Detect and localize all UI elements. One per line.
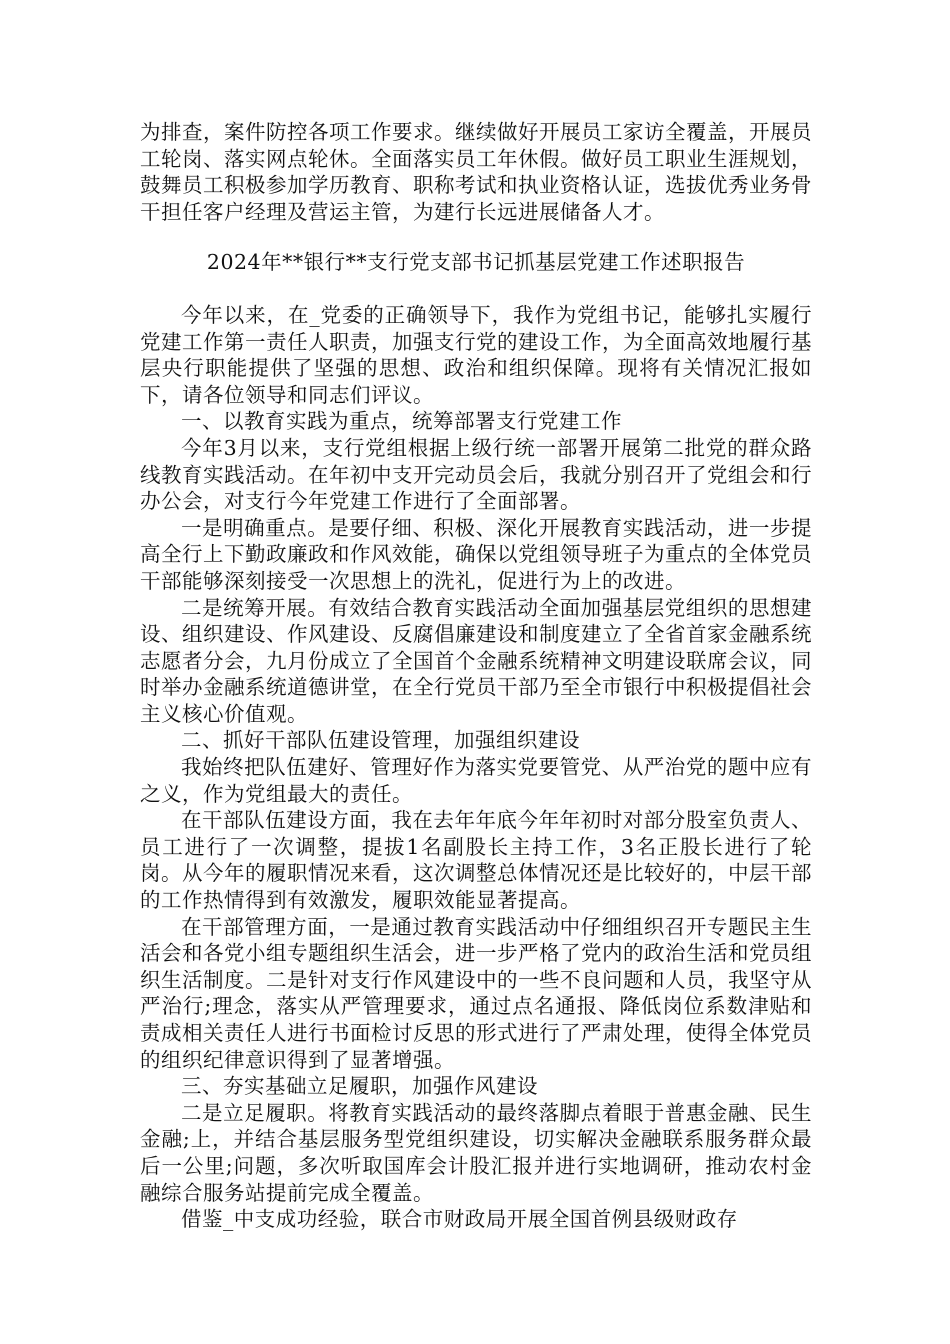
paragraph: 一是明确重点。是要仔细、积极、深化开展教育实践活动，进一步提高全行上下勤政廉政和作风效能，确保以党组领导班子为重点的全体党员干部能够深刻接受一次思想上的洗礼，促进行为上的改进。: [140, 515, 812, 593]
paragraph: 我始终把队伍建好、管理好作为落实党要管党、从严治党的题中应有之义，作为党组最大的责任。: [140, 755, 812, 806]
paragraph: 二是统筹开展。有效结合教育实践活动全面加强基层党组织的思想建设、组织建设、作风建设、反腐倡廉建设和制度建立了全省首家金融系统志愿者分会，九月份成立了全国首个金融系统精神文明建设联席会议，同时举办金融系统道德讲堂，在全行党员干部乃至全市银行中积极提倡社会主义核心价值观。: [140, 595, 812, 726]
paragraph: 借鉴_中支成功经验，联合市财政局开展全国首例县级财政存: [181, 1207, 738, 1232]
paragraph: 在干部管理方面，一是通过教育实践活动中仔细组织召开专题民主生活会和各党小组专题组织生活会，进一步严格了党内的政治生活和党员组织生活制度。二是针对支行作风建设中的一些不良问题和人员，我坚守从严治行;理念，落实从严管理要求，通过点名通报、降低岗位系数津贴和责成相关责任人进行书面检讨反思的形式进行了严肃处理，使得全体党员的组织纪律意识得到了显著增强。: [140, 914, 812, 1072]
paragraph-intro: 今年以来，在_党委的正确领导下，我作为党组书记，能够扎实履行党建工作第一责任人职责，加强支行党的建设工作，为全面高效地履行基层央行职能提供了坚强的思想、政治和组织保障。现将有关情况汇报如下，请各位领导和同志们评议。: [140, 302, 812, 407]
document-body: [140, 119, 812, 1233]
section-heading-1: 一、以教育实践为重点，统筹部署支行党建工作: [181, 409, 622, 434]
section-heading-2: 二、抓好干部队伍建设管理，加强组织建设: [181, 728, 580, 753]
report-title: 2024年**银行**支行党支部书记抓基层党建工作述职报告: [206, 250, 746, 275]
paragraph: 今年3月以来，支行党组根据上级行统一部署开展第二批党的群众路线教育实践活动。在年初中支开完动员会后，我就分别召开了党组会和行办公会，对支行今年党建工作进行了全面部署。: [140, 435, 812, 514]
paragraph: 在干部队伍建设方面，我在去年年底今年年初时对部分股室负责人、员工进行了一次调整，提拔1名副股长主持工作，3名正股长进行了轮岗。从今年的履职情况来看，这次调整总体情况还是比较好的，中层干部的工作热情得到有效激发，履职效能显著提高。: [140, 808, 812, 913]
paragraph: 二是立足履职。将教育实践活动的最终落脚点着眼于普惠金融、民生金融;上，并结合基层服务型党组织建设，切实解决金融联系服务群众最后一公里;问题，多次听取国库会计股汇报并进行实地调研，推动农村金融综合服务站提前完成全覆盖。: [140, 1100, 812, 1205]
section-heading-3: 三、夯实基础立足履职，加强作风建设: [181, 1074, 538, 1099]
paragraph-continued: 为排查，案件防控各项工作要求。继续做好开展员工家访全覆盖，开展员工轮岗、落实网点轮休。全面落实员工年休假。做好员工职业生涯规划，鼓舞员工积极参加学历教育、职称考试和执业资格认证，选拔优秀业务骨干担任客户经理及营运主管，为建行长远进展储备人才。: [140, 120, 812, 224]
